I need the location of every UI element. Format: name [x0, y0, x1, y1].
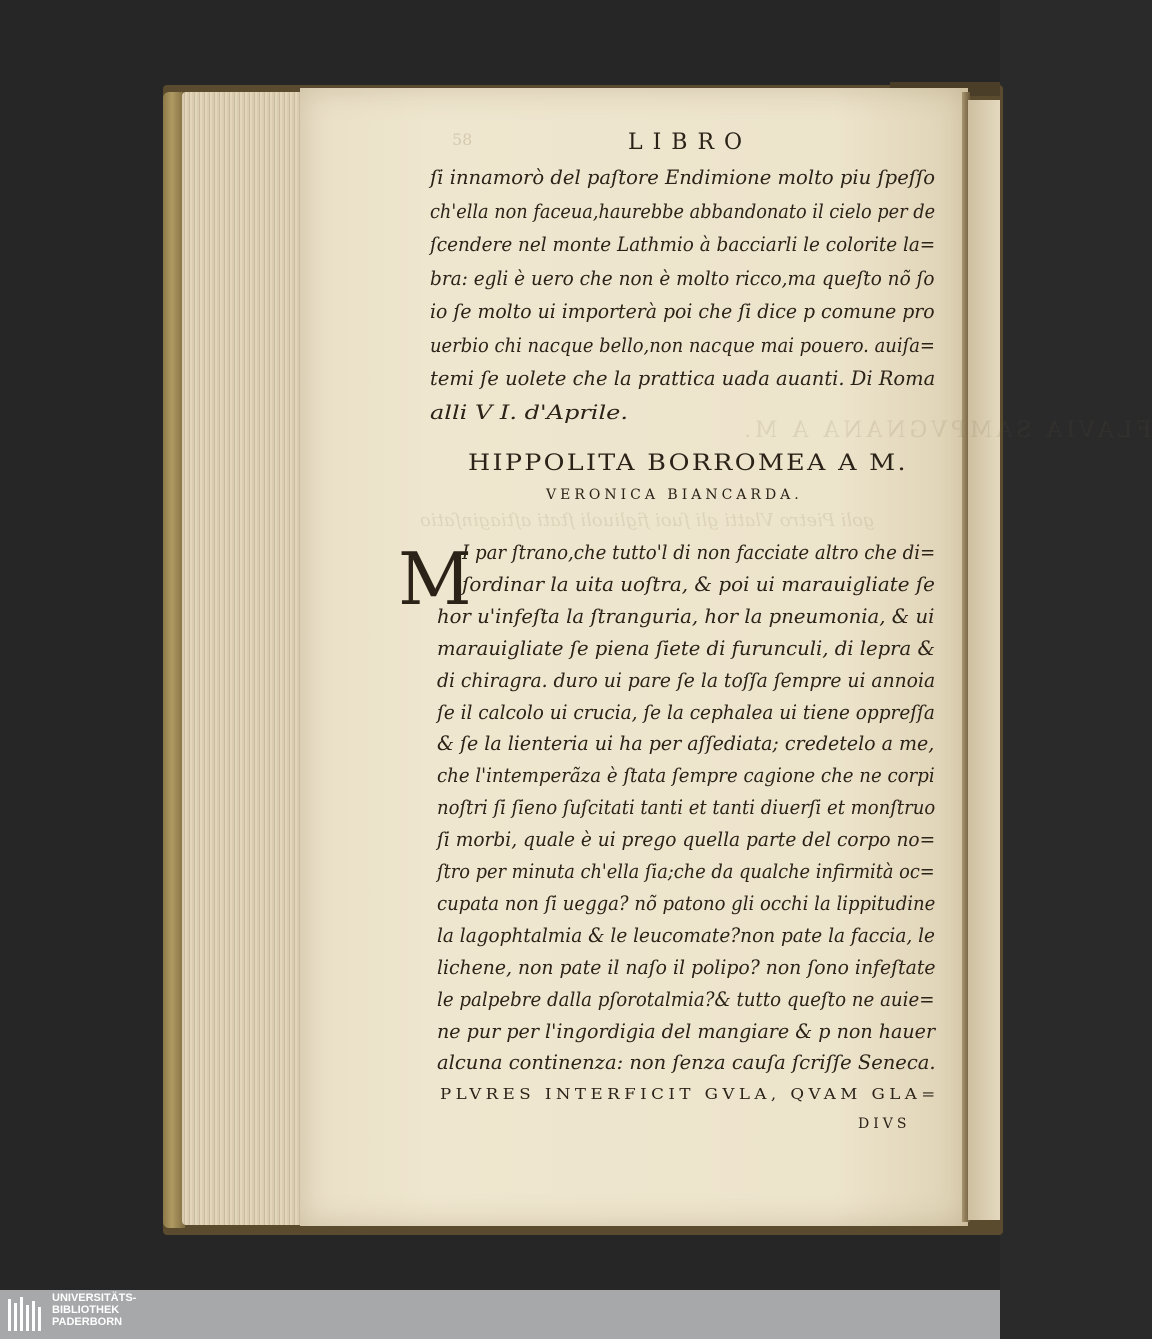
text-line: ſcendere nel monte Lathmio à bacciarli le colorite la= — [430, 232, 936, 256]
text-line: che l'intemperãza è ſtata ſempre cagione che ne corpi — [437, 763, 935, 788]
text-line: di chiragra. duro ui pare ſe la toſſa ſempre ui annoia — [437, 667, 936, 692]
catchword: DIVS — [858, 1116, 911, 1132]
text-line: marauigliate ſe piena ſiete di furunculi, di lepra & — [437, 635, 935, 660]
text-line: temi ſe uolete che la prattica uada auanti. Di Roma — [430, 366, 936, 390]
text-line: io ſe molto ui importerà poi che ſi dice p comune pro — [430, 299, 935, 323]
text-line: la lagophtalmia & le leucomate?non pate la faccia, le — [437, 922, 935, 947]
text-line: alli V I. d'Aprile. — [430, 399, 628, 424]
text-line: le palpebre dalla pſorotalmia?& tutto queſto ne auie= — [437, 986, 935, 1011]
text-line: uerbio chi nacque bello,non nacque mai pouero. auiſa= — [430, 332, 935, 357]
text-line: alcuna continenza: non ſenza cauſa ſcriſſe Seneca. — [437, 1050, 936, 1075]
text-line: noſtri ſi ſieno ſuſcitati tanti et tanti diuerſi et monſtruo — [437, 795, 936, 820]
ghost-line: goli Pietro Vlatti gli ſuoi figliuoli ſtati aſtiaginſatio — [420, 510, 875, 531]
ghost-heading: FLAVIA SAMPVGNANA A M. — [740, 418, 1152, 443]
ghost-page-number: 58 — [452, 130, 473, 149]
library-name-line: PADERBORN — [52, 1316, 123, 1328]
letter-title: HIPPOLITA BORROMEA A M. — [468, 451, 908, 476]
drop-cap: M — [398, 537, 472, 621]
text-line: ſi morbi, quale è ui prego quella parte del corpo no= — [437, 827, 936, 852]
facing-page-edge — [968, 100, 1000, 1220]
library-name — [52, 1292, 136, 1328]
catchword-line: PLVRES INTERFICIT GVLA, QVAM GLA= — [440, 1085, 940, 1103]
text-line: ne pur per l'ingordigia del mangiare & p non hauer — [437, 1018, 936, 1043]
library-footer — [0, 1290, 1000, 1339]
text-line: ſordinar la uita uoſtra, & poi ui marauigliate ſe — [462, 571, 935, 596]
text-line: ſe il calcolo ui crucia, ſe la cephalea ui tiene oppreſſa — [437, 699, 935, 724]
text-line: & ſe la lienteria ui ha per aſſediata; credetelo a me, — [437, 731, 935, 756]
text-line: ſi innamorò del paſtore Endimione molto piu ſpeſſo — [430, 165, 935, 189]
text-line: cupata non ſi uegga? nõ patono gli occhi la lippitudine — [437, 890, 936, 915]
library-name-line: UNIVERSITÄTS- — [52, 1292, 137, 1304]
text-line: bra: egli è uero che non è molto ricco,ma queſto nõ ſo — [430, 265, 935, 290]
text-line: lichene, non pate il naſo il polipo? non ſono infeſtate — [437, 954, 936, 979]
library-name-line: BIBLIOTHEK — [52, 1304, 120, 1316]
text-line: I par ſtrano,che tutto'l di non facciate altro che di= — [462, 540, 936, 564]
text-line: ſtro per minuta ch'ella ſia;che da qualche infirmità oc= — [437, 859, 935, 883]
letter-subtitle: VERONICA BIANCARDA. — [546, 487, 803, 503]
library-logo-icon — [4, 1293, 48, 1337]
text-line: ch'ella non faceua,haurebbe abbandonato il cielo per de — [430, 198, 936, 223]
text-line: hor u'infeſta la ſtranguria, hor la pneumonia, & ui — [437, 603, 935, 628]
running-head: LIBRO — [628, 130, 753, 155]
